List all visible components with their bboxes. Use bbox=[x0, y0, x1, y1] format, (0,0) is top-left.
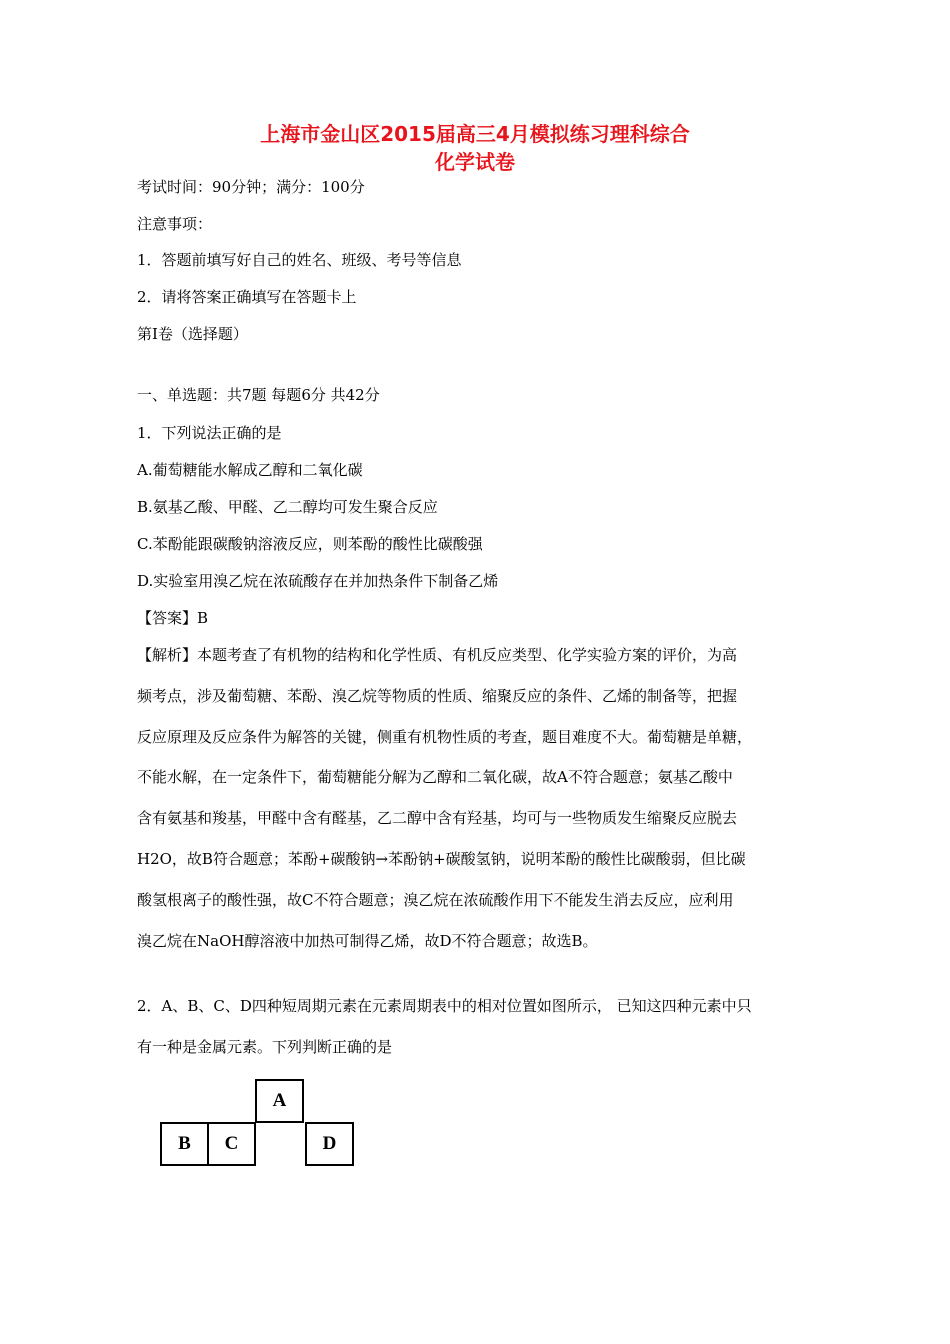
analysis-line: 酸氢根离子的酸性强，故C不符合题意；溴乙烷在浓硫酸作用下不能发生消去反应，应利用 bbox=[137, 890, 734, 909]
element-cell-c: C bbox=[207, 1122, 256, 1166]
question-1-option-a: A.葡萄糖能水解成乙醇和二氧化碳 bbox=[137, 461, 363, 479]
analysis-line: H2O，故B符合题意；苯酚+碳酸钠→苯酚钠+碳酸氢钠，说明苯酚的酸性比碳酸弱，但比碳 bbox=[137, 849, 746, 868]
question-1-option-c: C.苯酚能跟碳酸钠溶液反应，则苯酚的酸性比碳酸强 bbox=[137, 535, 483, 553]
element-cell-a: A bbox=[255, 1079, 304, 1123]
section-label: 第I卷（选择题） bbox=[137, 325, 248, 343]
question-1-option-d: D.实验室用溴乙烷在浓硫酸存在并加热条件下制备乙烯 bbox=[137, 572, 499, 590]
notes-heading: 注意事项： bbox=[137, 215, 213, 233]
element-cell-b: B bbox=[160, 1122, 209, 1166]
analysis-line: 反应原理及反应条件为解答的关键，侧重有机物性质的考查，题目难度不大。葡萄糖是单糖， bbox=[137, 727, 753, 746]
title-line-2: 化学试卷 bbox=[435, 150, 515, 174]
question-2-stem bbox=[137, 986, 817, 1068]
stem-line: 2．A、B、C、D四种短周期元素在元素周期表中的相对位置如图所示， 已知这四种元素中只 bbox=[137, 997, 752, 1015]
question-1-analysis bbox=[137, 635, 817, 961]
title-line-1: 上海市金山区2015届高三4月模拟练习理科综合 bbox=[260, 122, 690, 146]
element-cell-d: D bbox=[305, 1122, 354, 1166]
note-item: 2．请将答案正确填写在答题卡上 bbox=[137, 288, 357, 306]
analysis-line: 【解析】本题考查了有机物的结构和化学性质、有机反应类型、化学实验方案的评价，为高 bbox=[137, 646, 738, 664]
analysis-line: 含有氨基和羧基，甲醛中含有醛基，乙二醇中含有羟基，均可与一些物质发生缩聚反应脱去 bbox=[137, 809, 738, 828]
question-1-stem: 1．下列说法正确的是 bbox=[137, 424, 282, 442]
analysis-line: 频考点，涉及葡萄糖、苯酚、溴乙烷等物质的性质、缩聚反应的条件、乙烯的制备等，把握 bbox=[137, 686, 738, 705]
stem-line: 有一种是金属元素。下列判断正确的是 bbox=[137, 1037, 393, 1056]
question-1-option-b: B.氨基乙酸、甲醛、乙二醇均可发生聚合反应 bbox=[137, 498, 438, 516]
analysis-line: 溴乙烷在NaOH醇溶液中加热可制得乙烯，故D不符合题意；故选B。 bbox=[137, 931, 598, 950]
part-heading: 一、单选题：共7题 每题6分 共42分 bbox=[137, 386, 380, 404]
question-1-answer: 【答案】B bbox=[137, 609, 209, 627]
exam-info: 考试时间：90分钟；满分：100分 bbox=[137, 178, 365, 196]
analysis-line: 不能水解，在一定条件下，葡萄糖能分解为乙醇和二氧化碳，故A不符合题意；氨基乙酸中 bbox=[137, 768, 733, 787]
note-item: 1．答题前填写好自己的姓名、班级、考号等信息 bbox=[137, 251, 462, 269]
